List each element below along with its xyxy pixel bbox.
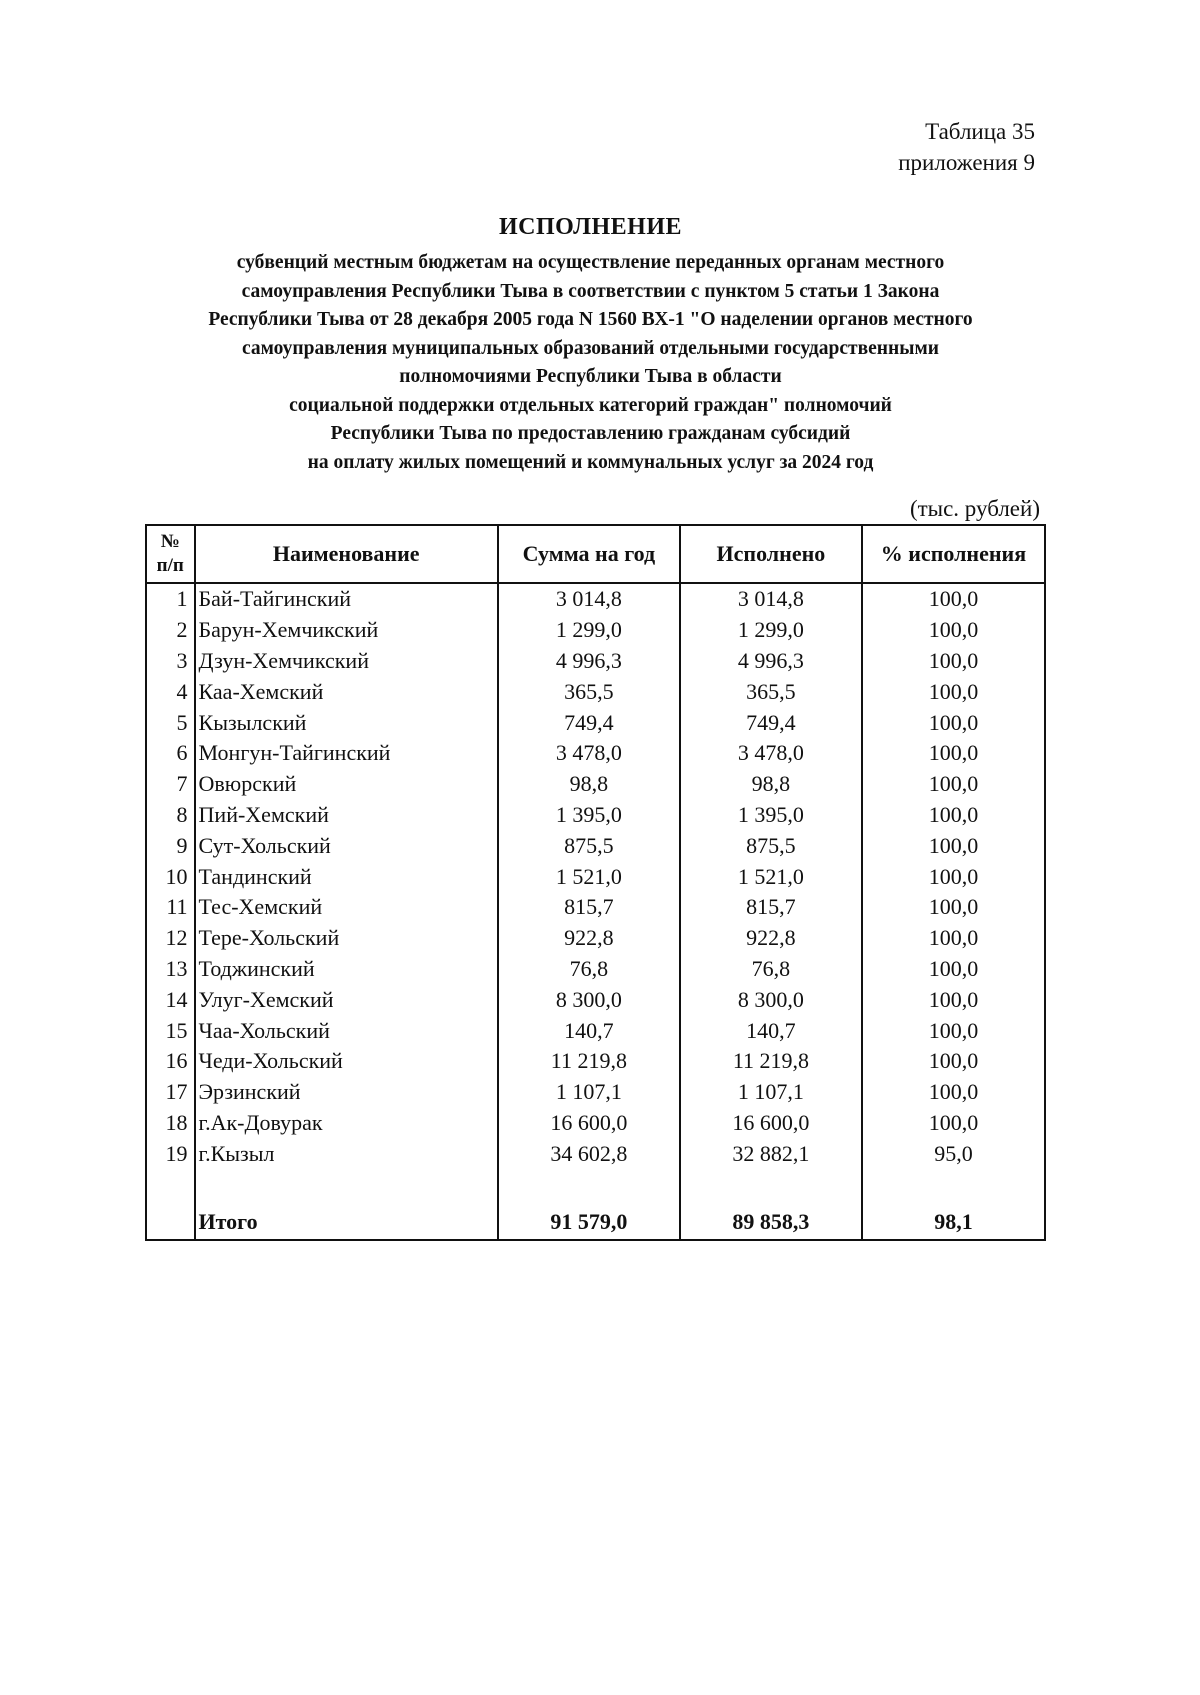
row-sum: 1 107,1 — [498, 1077, 680, 1108]
row-name: Овюрский — [195, 769, 498, 800]
row-done: 8 300,0 — [680, 984, 862, 1015]
row-number: 15 — [146, 1015, 195, 1046]
row-number: 10 — [146, 861, 195, 892]
row-sum: 875,5 — [498, 830, 680, 861]
row-pct: 100,0 — [862, 861, 1045, 892]
row-sum: 749,4 — [498, 707, 680, 738]
header-name: Наименование — [195, 525, 498, 583]
row-number: 3 — [146, 646, 195, 677]
row-done: 4 996,3 — [680, 646, 862, 677]
row-pct: 100,0 — [862, 800, 1045, 831]
table-row — [146, 830, 1045, 861]
subtitle-line: Республики Тыва от 28 декабря 2005 года N 1560 ВХ-1 "О наделении органов местного — [208, 309, 973, 330]
header-sum: Сумма на год — [498, 525, 680, 583]
row-done: 98,8 — [680, 769, 862, 800]
row-sum: 922,8 — [498, 923, 680, 954]
table-row — [146, 707, 1045, 738]
row-name: Пий-Хемский — [195, 800, 498, 831]
table-row — [146, 615, 1045, 646]
row-number: 4 — [146, 676, 195, 707]
row-sum: 11 219,8 — [498, 1046, 680, 1077]
table-row — [146, 1108, 1045, 1139]
row-sum: 8 300,0 — [498, 984, 680, 1015]
table-row — [146, 738, 1045, 769]
subtitle-line: на оплату жилых помещений и коммунальных услуг за 2024 год — [307, 451, 874, 473]
row-sum: 365,5 — [498, 676, 680, 707]
table-row — [146, 861, 1045, 892]
row-done: 749,4 — [680, 707, 862, 738]
row-pct: 100,0 — [862, 769, 1045, 800]
row-number: 14 — [146, 984, 195, 1015]
total-number — [146, 1203, 195, 1240]
row-pct: 100,0 — [862, 923, 1045, 954]
spacer-cell — [498, 1169, 680, 1203]
row-done: 922,8 — [680, 923, 862, 954]
spacer-row — [146, 1169, 1045, 1203]
row-name: Кызылский — [195, 707, 498, 738]
row-sum: 16 600,0 — [498, 1108, 680, 1139]
row-name: г.Ак-Довурак — [195, 1108, 498, 1139]
row-done: 1 395,0 — [680, 800, 862, 831]
row-pct: 100,0 — [862, 707, 1045, 738]
subtitle-line: субвенций местным бюджетам на осуществление переданных органам местного — [236, 252, 945, 273]
subtitle-line: социальной поддержки отдельных категорий граждан" полномочий — [289, 394, 892, 416]
document-title: ИСПОЛНЕНИЕ — [498, 214, 683, 240]
total-pct: 98,1 — [862, 1203, 1045, 1240]
row-done: 875,5 — [680, 830, 862, 861]
row-number: 12 — [146, 923, 195, 954]
subtitle-line: самоуправления муниципальных образований отдельными государственными — [241, 337, 939, 359]
total-sum: 91 579,0 — [498, 1203, 680, 1240]
row-number: 13 — [146, 954, 195, 985]
row-pct: 100,0 — [862, 738, 1045, 769]
total-row — [146, 1203, 1045, 1240]
row-pct: 95,0 — [862, 1138, 1045, 1169]
row-name: Улуг-Хемский — [195, 984, 498, 1015]
table-row — [146, 1015, 1045, 1046]
total-done: 89 858,3 — [680, 1203, 862, 1240]
spacer-cell — [146, 1169, 195, 1203]
row-sum: 3 014,8 — [498, 583, 680, 615]
table-row — [146, 800, 1045, 831]
row-pct: 100,0 — [862, 615, 1045, 646]
row-done: 365,5 — [680, 676, 862, 707]
row-pct: 100,0 — [862, 830, 1045, 861]
table-row — [146, 676, 1045, 707]
table-row — [146, 583, 1045, 615]
table-row — [146, 646, 1045, 677]
subtitle-line: полномочиями Республики Тыва в области — [399, 366, 782, 387]
row-name: Бай-Тайгинский — [195, 583, 498, 615]
table-body — [146, 583, 1045, 1240]
table-row — [146, 1046, 1045, 1077]
header-pct: % исполнения — [862, 525, 1045, 583]
row-name: Эрзинский — [195, 1077, 498, 1108]
row-number: 11 — [146, 892, 195, 923]
row-number: 9 — [146, 830, 195, 861]
row-number: 17 — [146, 1077, 195, 1108]
row-name: Чеди-Хольский — [195, 1046, 498, 1077]
row-name: г.Кызыл — [195, 1138, 498, 1169]
row-name: Дзун-Хемчикский — [195, 646, 498, 677]
row-sum: 1 299,0 — [498, 615, 680, 646]
row-sum: 1 395,0 — [498, 800, 680, 831]
row-pct: 100,0 — [862, 1015, 1045, 1046]
row-number: 5 — [146, 707, 195, 738]
row-name: Тандинский — [195, 861, 498, 892]
table-row — [146, 954, 1045, 985]
row-pct: 100,0 — [862, 583, 1045, 615]
row-name: Чаа-Хольский — [195, 1015, 498, 1046]
subtitle-line: Республики Тыва по предоставлению гражданам субсидий — [330, 423, 851, 444]
table-row — [146, 984, 1045, 1015]
row-sum: 4 996,3 — [498, 646, 680, 677]
row-sum: 76,8 — [498, 954, 680, 985]
row-done: 1 521,0 — [680, 861, 862, 892]
table-header-row — [146, 525, 1045, 583]
header-number: № п/п — [146, 525, 195, 583]
table-row — [146, 1138, 1045, 1169]
row-name: Сут-Хольский — [195, 830, 498, 861]
row-done: 76,8 — [680, 954, 862, 985]
row-done: 3 478,0 — [680, 738, 862, 769]
table-row — [146, 1077, 1045, 1108]
row-done: 815,7 — [680, 892, 862, 923]
document-subtitle — [100, 249, 1081, 477]
row-name: Каа-Хемский — [195, 676, 498, 707]
execution-table — [145, 524, 1046, 1241]
row-sum: 34 602,8 — [498, 1138, 680, 1169]
row-pct: 100,0 — [862, 954, 1045, 985]
row-done: 1 299,0 — [680, 615, 862, 646]
table-row — [146, 892, 1045, 923]
row-done: 32 882,1 — [680, 1138, 862, 1169]
row-sum: 3 478,0 — [498, 738, 680, 769]
document-header — [898, 116, 1035, 178]
row-name: Монгун-Тайгинский — [195, 738, 498, 769]
spacer-cell — [195, 1169, 498, 1203]
row-pct: 100,0 — [862, 676, 1045, 707]
row-pct: 100,0 — [862, 646, 1045, 677]
row-name: Тоджинский — [195, 954, 498, 985]
row-number: 16 — [146, 1046, 195, 1077]
row-pct: 100,0 — [862, 1077, 1045, 1108]
row-pct: 100,0 — [862, 984, 1045, 1015]
row-done: 1 107,1 — [680, 1077, 862, 1108]
row-sum: 98,8 — [498, 769, 680, 800]
units-label: (тыс. рублей) — [909, 496, 1040, 521]
row-done: 16 600,0 — [680, 1108, 862, 1139]
appendix-number: приложения 9 — [898, 150, 1035, 175]
row-number: 2 — [146, 615, 195, 646]
row-done: 3 014,8 — [680, 583, 862, 615]
header-done: Исполнено — [680, 525, 862, 583]
table-row — [146, 769, 1045, 800]
row-number: 7 — [146, 769, 195, 800]
row-sum: 815,7 — [498, 892, 680, 923]
row-name: Тес-Хемский — [195, 892, 498, 923]
row-pct: 100,0 — [862, 1046, 1045, 1077]
row-pct: 100,0 — [862, 892, 1045, 923]
row-sum: 1 521,0 — [498, 861, 680, 892]
row-number: 19 — [146, 1138, 195, 1169]
row-name: Тере-Хольский — [195, 923, 498, 954]
table-number: Таблица 35 — [925, 119, 1035, 144]
total-label: Итого — [195, 1203, 498, 1240]
row-number: 1 — [146, 583, 195, 615]
spacer-cell — [862, 1169, 1045, 1203]
row-sum: 140,7 — [498, 1015, 680, 1046]
row-number: 18 — [146, 1108, 195, 1139]
table-row — [146, 923, 1045, 954]
subtitle-line: самоуправления Республики Тыва в соответствии с пунктом 5 статьи 1 Закона — [241, 280, 940, 302]
row-number: 6 — [146, 738, 195, 769]
row-number: 8 — [146, 800, 195, 831]
row-done: 140,7 — [680, 1015, 862, 1046]
row-done: 11 219,8 — [680, 1046, 862, 1077]
row-pct: 100,0 — [862, 1108, 1045, 1139]
row-name: Барун-Хемчикский — [195, 615, 498, 646]
spacer-cell — [680, 1169, 862, 1203]
